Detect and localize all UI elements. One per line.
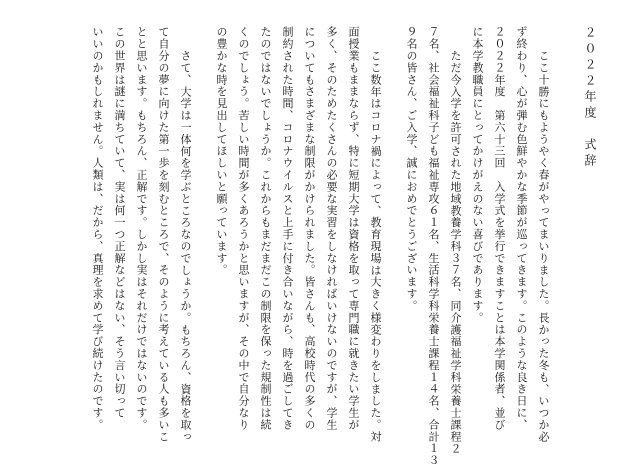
text-column-6: ７名、社会福祉科子ども福祉専攻６１名、生活科学科栄養士課程１４名、合計１３ bbox=[427, 26, 439, 466]
document-title: ２０２２年度 式辞 bbox=[583, 26, 597, 170]
text-column-20: いいのかもしれません。人類は、だから、真理を求めて学び続けたのです。 bbox=[91, 26, 103, 431]
text-column-5: ただ今入学を許可された地域教養学科３７名、同介護福祉学科栄養士課程２ bbox=[449, 38, 461, 455]
title-gap-spacer bbox=[548, 26, 574, 416]
text-column-9: 面授業もままならず、特に短期大学は資格を取って専門職に就きたい学生が bbox=[347, 26, 359, 431]
vertical-text-body bbox=[24, 26, 597, 466]
text-column-17: て自分の夢に向けた第一歩を刻むところで、そのように考えている人も多いこ bbox=[157, 26, 169, 443]
text-column-7: ９名の皆さん、ご入学、誠におめでとうございます。 bbox=[405, 26, 417, 312]
text-column-1: ここ十勝にもようやく春がやってまいりました。長かった冬も、いつか必 bbox=[537, 38, 549, 443]
text-column-14: くのでしょう。苦しい時間が多くあろうかと思いますが、その中で自分なり bbox=[237, 26, 249, 431]
text-column-3: ２０２２年度 第六十三回 入学式を挙行できますことは本学関係者、並び bbox=[493, 26, 505, 431]
text-column-15: の豊かな時を見出してほしいと願っています。 bbox=[215, 26, 227, 276]
text-column-16: さて、大学は一体何を学ぶところなのでしょうか。もちろん、資格を取っ bbox=[179, 38, 191, 443]
text-column-12: 制約された時間、コロナウイルスと上手に付き合いながら、時を過ごしてき bbox=[281, 26, 293, 431]
paragraph-gap-spacer-1 bbox=[380, 26, 394, 416]
text-column-10: 多く、そのためたくさんの必要な実習をしなければいけないのですが、学生 bbox=[325, 26, 337, 431]
text-column-18: とと思います。もちろん、正解です。しかし実はそれだけではないのです。 bbox=[135, 26, 147, 431]
text-column-8: ここ数年はコロナ禍によって、教育現場は大きく様変わりをしました。対 bbox=[369, 38, 381, 443]
text-column-19: この世界は謎に満ちていて、実は何一つ正解などはない、そう言い切って bbox=[113, 26, 125, 419]
text-column-13: たのではないでしょうか。これからもまだまだこの制限を保った規制性は続 bbox=[259, 26, 271, 431]
text-column-4: に本学教職員にとってかけがえのない喜びであります。 bbox=[471, 26, 483, 324]
paragraph-gap-spacer-2 bbox=[190, 26, 204, 416]
text-column-2: ず終わり、心が弾む色鮮やかな季節が巡ってきます。このような良き日に、 bbox=[515, 26, 527, 431]
text-column-11: についてもさまざまな制限がかけられました。皆さんも、高校時代の多くの bbox=[303, 26, 315, 431]
